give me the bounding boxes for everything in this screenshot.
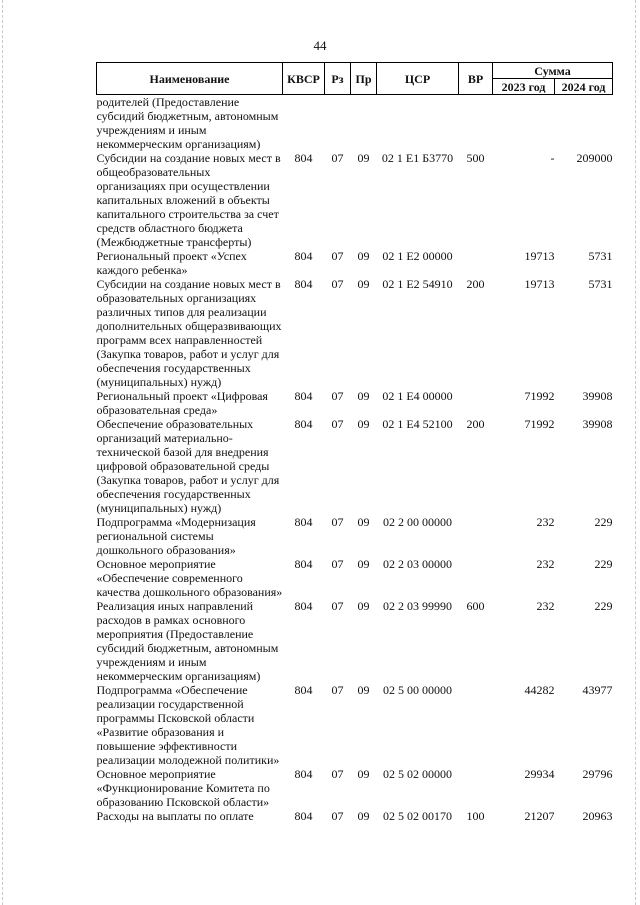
row-sum-2024: 5731: [588, 277, 613, 291]
row-rz: 07: [331, 151, 344, 165]
row-csr: 02 1 E4 00000: [382, 389, 453, 403]
row-sum-2024: 39908: [582, 389, 613, 403]
row-sum-2023: 21207: [524, 809, 555, 823]
row-rz: 07: [331, 417, 344, 431]
row-sum-2024: 229: [594, 599, 613, 613]
table-row: [97, 767, 613, 809]
row-sum-2023: 232: [536, 599, 555, 613]
header-year-2023: 2023 год: [493, 79, 555, 95]
header-year-2024: 2024 год: [555, 79, 613, 95]
row-name: Расходы на выплаты по оплате: [96, 809, 254, 823]
row-kvsr: 804: [294, 389, 313, 403]
scan-edge-right: [635, 0, 636, 905]
row-vr: [459, 767, 493, 809]
budget-table-body: [97, 95, 613, 824]
row-vr: [459, 389, 493, 417]
row-rz: 07: [331, 249, 344, 263]
header-pr: Пр: [351, 63, 377, 95]
row-vr: 200: [466, 417, 485, 431]
row-sum-2024: 229: [594, 557, 613, 571]
table-row: [97, 809, 613, 823]
row-sum-2024: 209000: [576, 151, 613, 165]
row-csr: [377, 95, 459, 152]
row-csr: 02 5 02 00170: [383, 809, 452, 823]
row-rz: 07: [331, 599, 344, 613]
row-sum-2023: 71992: [524, 389, 555, 403]
row-kvsr: 804: [294, 599, 313, 613]
row-sum-2023: 232: [536, 515, 555, 529]
row-kvsr: 804: [294, 557, 313, 571]
row-kvsr: 804: [294, 683, 313, 697]
row-kvsr: 804: [294, 151, 313, 165]
table-row: [97, 277, 613, 389]
table-row: [97, 95, 613, 152]
row-name: Основное мероприятие «Обеспечение современного качества дошкольного образования»: [96, 557, 283, 599]
scan-edge-left: [2, 0, 3, 905]
row-kvsr: 804: [294, 249, 313, 263]
row-sum-2023: [493, 95, 555, 152]
table-row: [97, 389, 613, 417]
row-sum-2023: -: [550, 151, 555, 165]
row-kvsr: 804: [294, 515, 313, 529]
row-pr: 09: [357, 599, 370, 613]
header-name: Наименование: [97, 63, 283, 95]
row-csr: 02 5 00 00000: [383, 683, 452, 697]
table-row: [97, 249, 613, 277]
row-sum-2024: 29796: [582, 767, 613, 781]
row-rz: 07: [331, 515, 344, 529]
row-rz: 07: [331, 809, 344, 823]
row-name: Реализация иных направлений расходов в рамках основного мероприятия (Предоставление субсидий бюджетным, автономным учреждениям и иным некоммерческим организациям): [96, 599, 279, 683]
row-vr: [459, 515, 493, 557]
row-rz: 07: [331, 767, 344, 781]
row-vr: 500: [466, 151, 485, 165]
row-vr: 200: [466, 277, 485, 291]
row-kvsr: 804: [294, 277, 313, 291]
row-sum-2024: 43977: [582, 683, 613, 697]
table-row: [97, 599, 613, 683]
row-kvsr: 804: [294, 417, 313, 431]
row-pr: 09: [357, 515, 370, 529]
row-sum-2023: 29934: [524, 767, 555, 781]
row-sum-2023: 19713: [524, 277, 555, 291]
table-row: [97, 515, 613, 557]
row-name: Субсидии на создание новых мест в образовательных организациях различных типов для реализации дополнительных общеразвивающих программ всех направленностей (Закупка товаров, работ и услуг для обеспечения государственных (муниципальных) нужд): [96, 277, 282, 389]
row-pr: 09: [357, 683, 370, 697]
row-name: Региональный проект «Цифровая образовательная среда»: [96, 389, 268, 417]
row-sum-2024: [555, 95, 613, 152]
header-kvsr: КВСР: [283, 63, 325, 95]
table-row: [97, 557, 613, 599]
row-pr: 09: [357, 809, 370, 823]
row-pr: 09: [357, 151, 370, 165]
row-vr: [459, 95, 493, 152]
row-sum-2024: 39908: [582, 417, 613, 431]
row-sum-2023: 19713: [524, 249, 555, 263]
row-rz: 07: [331, 557, 344, 571]
row-csr: 02 2 00 00000: [383, 515, 452, 529]
row-rz: 07: [331, 683, 344, 697]
row-pr: 09: [357, 557, 370, 571]
row-kvsr: 804: [294, 767, 313, 781]
row-csr: 02 1 E2 54910: [382, 277, 453, 291]
row-sum-2024: 229: [594, 515, 613, 529]
row-name: Субсидии на создание новых мест в общеобразовательных организациях при осуществлении капитальных вложений в объекты капитального строительства за счет средств областного бюджета (Межбюджетные трансферты): [96, 151, 281, 249]
row-name: родителей (Предоставление субсидий бюджетным, автономным учреждениям и иным некоммерческим организациям): [96, 95, 279, 151]
row-pr: 09: [357, 249, 370, 263]
row-name: Региональный проект «Успех каждого ребенка»: [96, 249, 247, 277]
header-vr: ВР: [459, 63, 493, 95]
budget-table: [96, 62, 613, 823]
row-pr: 09: [357, 389, 370, 403]
row-csr: 02 1 E4 52100: [382, 417, 453, 431]
row-name: Подпрограмма «Обеспечение реализации государственной программы Псковской области «Развитие образования и повышение эффективности реализации молодежной политики»: [96, 683, 280, 767]
row-csr: 02 2 03 00000: [383, 557, 452, 571]
header-rz: Рз: [325, 63, 351, 95]
row-pr: 09: [357, 417, 370, 431]
row-rz: 07: [331, 277, 344, 291]
row-csr: 02 1 E2 00000: [382, 249, 453, 263]
row-vr: [459, 249, 493, 277]
header-csr: ЦСР: [377, 63, 459, 95]
table-row: [97, 417, 613, 515]
table-row: [97, 151, 613, 249]
page-number: 44: [313, 38, 327, 53]
row-vr: [459, 557, 493, 599]
row-name: Обеспечение образовательных организаций материально-технической базой для внедрения цифровой образовательной среды (Закупка товаров, работ и услуг для обеспечения государственных (муниципальных) нужд): [96, 417, 280, 515]
row-vr: [459, 683, 493, 767]
row-sum-2024: 5731: [588, 249, 613, 263]
row-sum-2024: 20963: [582, 809, 613, 823]
row-csr: 02 5 02 00000: [383, 767, 452, 781]
row-csr: 02 2 03 99990: [383, 599, 452, 613]
table-row: [97, 683, 613, 767]
row-sum-2023: 232: [536, 557, 555, 571]
header-sum: Сумма: [493, 63, 613, 79]
row-vr: 600: [466, 599, 485, 613]
row-pr: 09: [357, 277, 370, 291]
row-rz: 07: [331, 389, 344, 403]
row-vr: 100: [466, 809, 485, 823]
row-kvsr: [283, 95, 325, 152]
row-pr: 09: [357, 767, 370, 781]
row-name: Основное мероприятие «Функционирование Комитета по образованию Псковской области»: [96, 767, 270, 809]
row-kvsr: 804: [294, 809, 313, 823]
row-sum-2023: 44282: [524, 683, 555, 697]
row-name: Подпрограмма «Модернизация региональной системы дошкольного образования»: [96, 515, 256, 557]
row-pr: [351, 95, 377, 152]
row-sum-2023: 71992: [524, 417, 555, 431]
row-rz: [325, 95, 351, 152]
row-csr: 02 1 E1 Б3770: [381, 151, 454, 165]
